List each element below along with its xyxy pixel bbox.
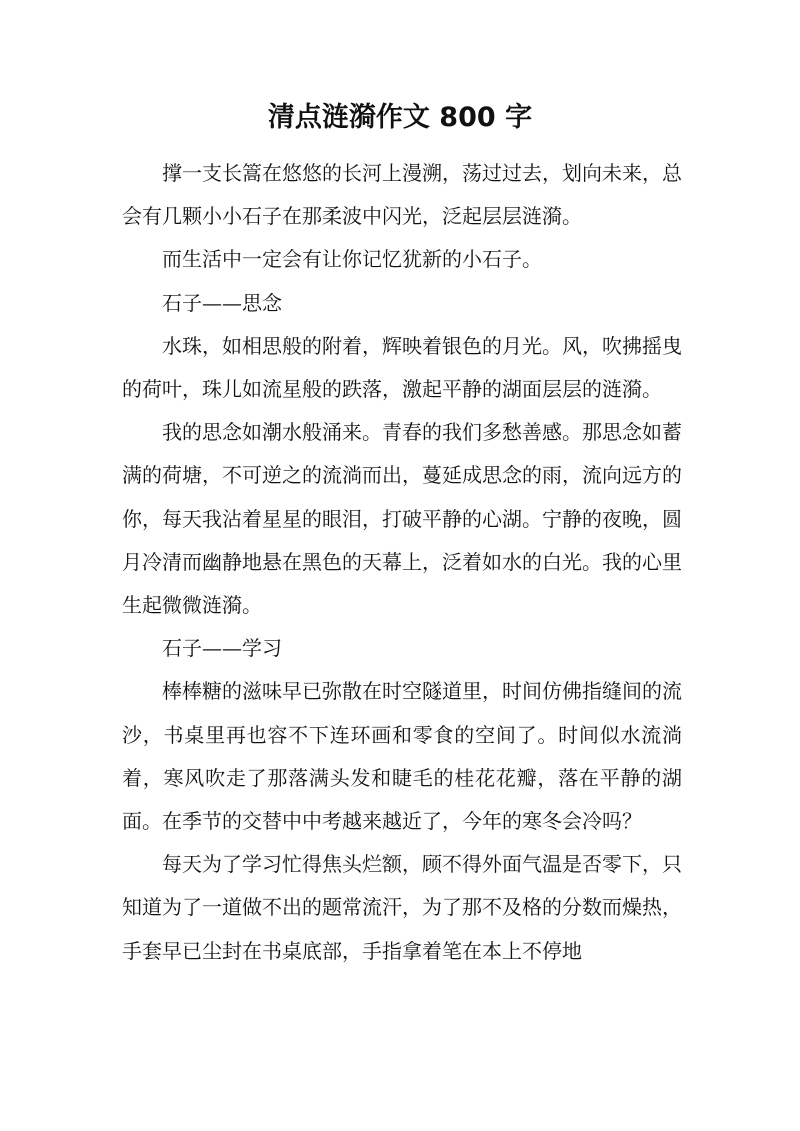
- paragraph-memory-stone: 而生活中一定会有让你记忆犹新的小石子。: [162, 247, 542, 272]
- paragraph-longing: 我的思念如潮水般涌来。青春的我们多愁善感。那思念如蓄满的荷塘，不可逆之的流淌而出，蔓延成思念的雨，流向远方的你，每天我沾着星星的眼泪，打破平静的心湖。宁静的夜晚，圆月冷清而幽静地悬在黑色的天幕上，泛着如水的白光。我的心里生起微微涟漪。: [122, 420, 682, 618]
- paragraph-busy-study: 每天为了学习忙得焦头烂额，顾不得外面气温是否零下，只知道为了一道做不出的题常流汗，为了那不及格的分数而燥热，手套早已尘封在书桌底部，手指拿着笔在本上不停地: [122, 852, 682, 963]
- paragraph-water-drops: 水珠，如相思般的附着，辉映着银色的月光。风，吹拂摇曳的荷叶，珠儿如流星般的跌落，激起平静的湖面层层的涟漪。: [122, 333, 682, 402]
- paragraph-intro: 撑一支长篙在悠悠的长河上漫溯，荡过过去，划向未来，总会有几颗小小石子在那柔波中闪光，泛起层层涟漪。: [122, 161, 682, 229]
- paragraph-lollipop: 棒棒糖的滋味早已弥散在时空隧道里，时间仿佛指缝间的流沙，书桌里再也容不下连环画和零食的空间了。时间似水流淌着，寒风吹走了那落满头发和睫毛的桂花花瓣，落在平静的湖面。在季节的交替中中考越来越近了，今年的寒冬会冷吗？: [122, 679, 682, 834]
- section-heading-longing: 石子——思念: [162, 290, 282, 315]
- document-title: 清点涟漪作文 800 字: [267, 102, 533, 133]
- document-body: [122, 152, 682, 973]
- section-heading-study: 石子——学习: [162, 636, 282, 661]
